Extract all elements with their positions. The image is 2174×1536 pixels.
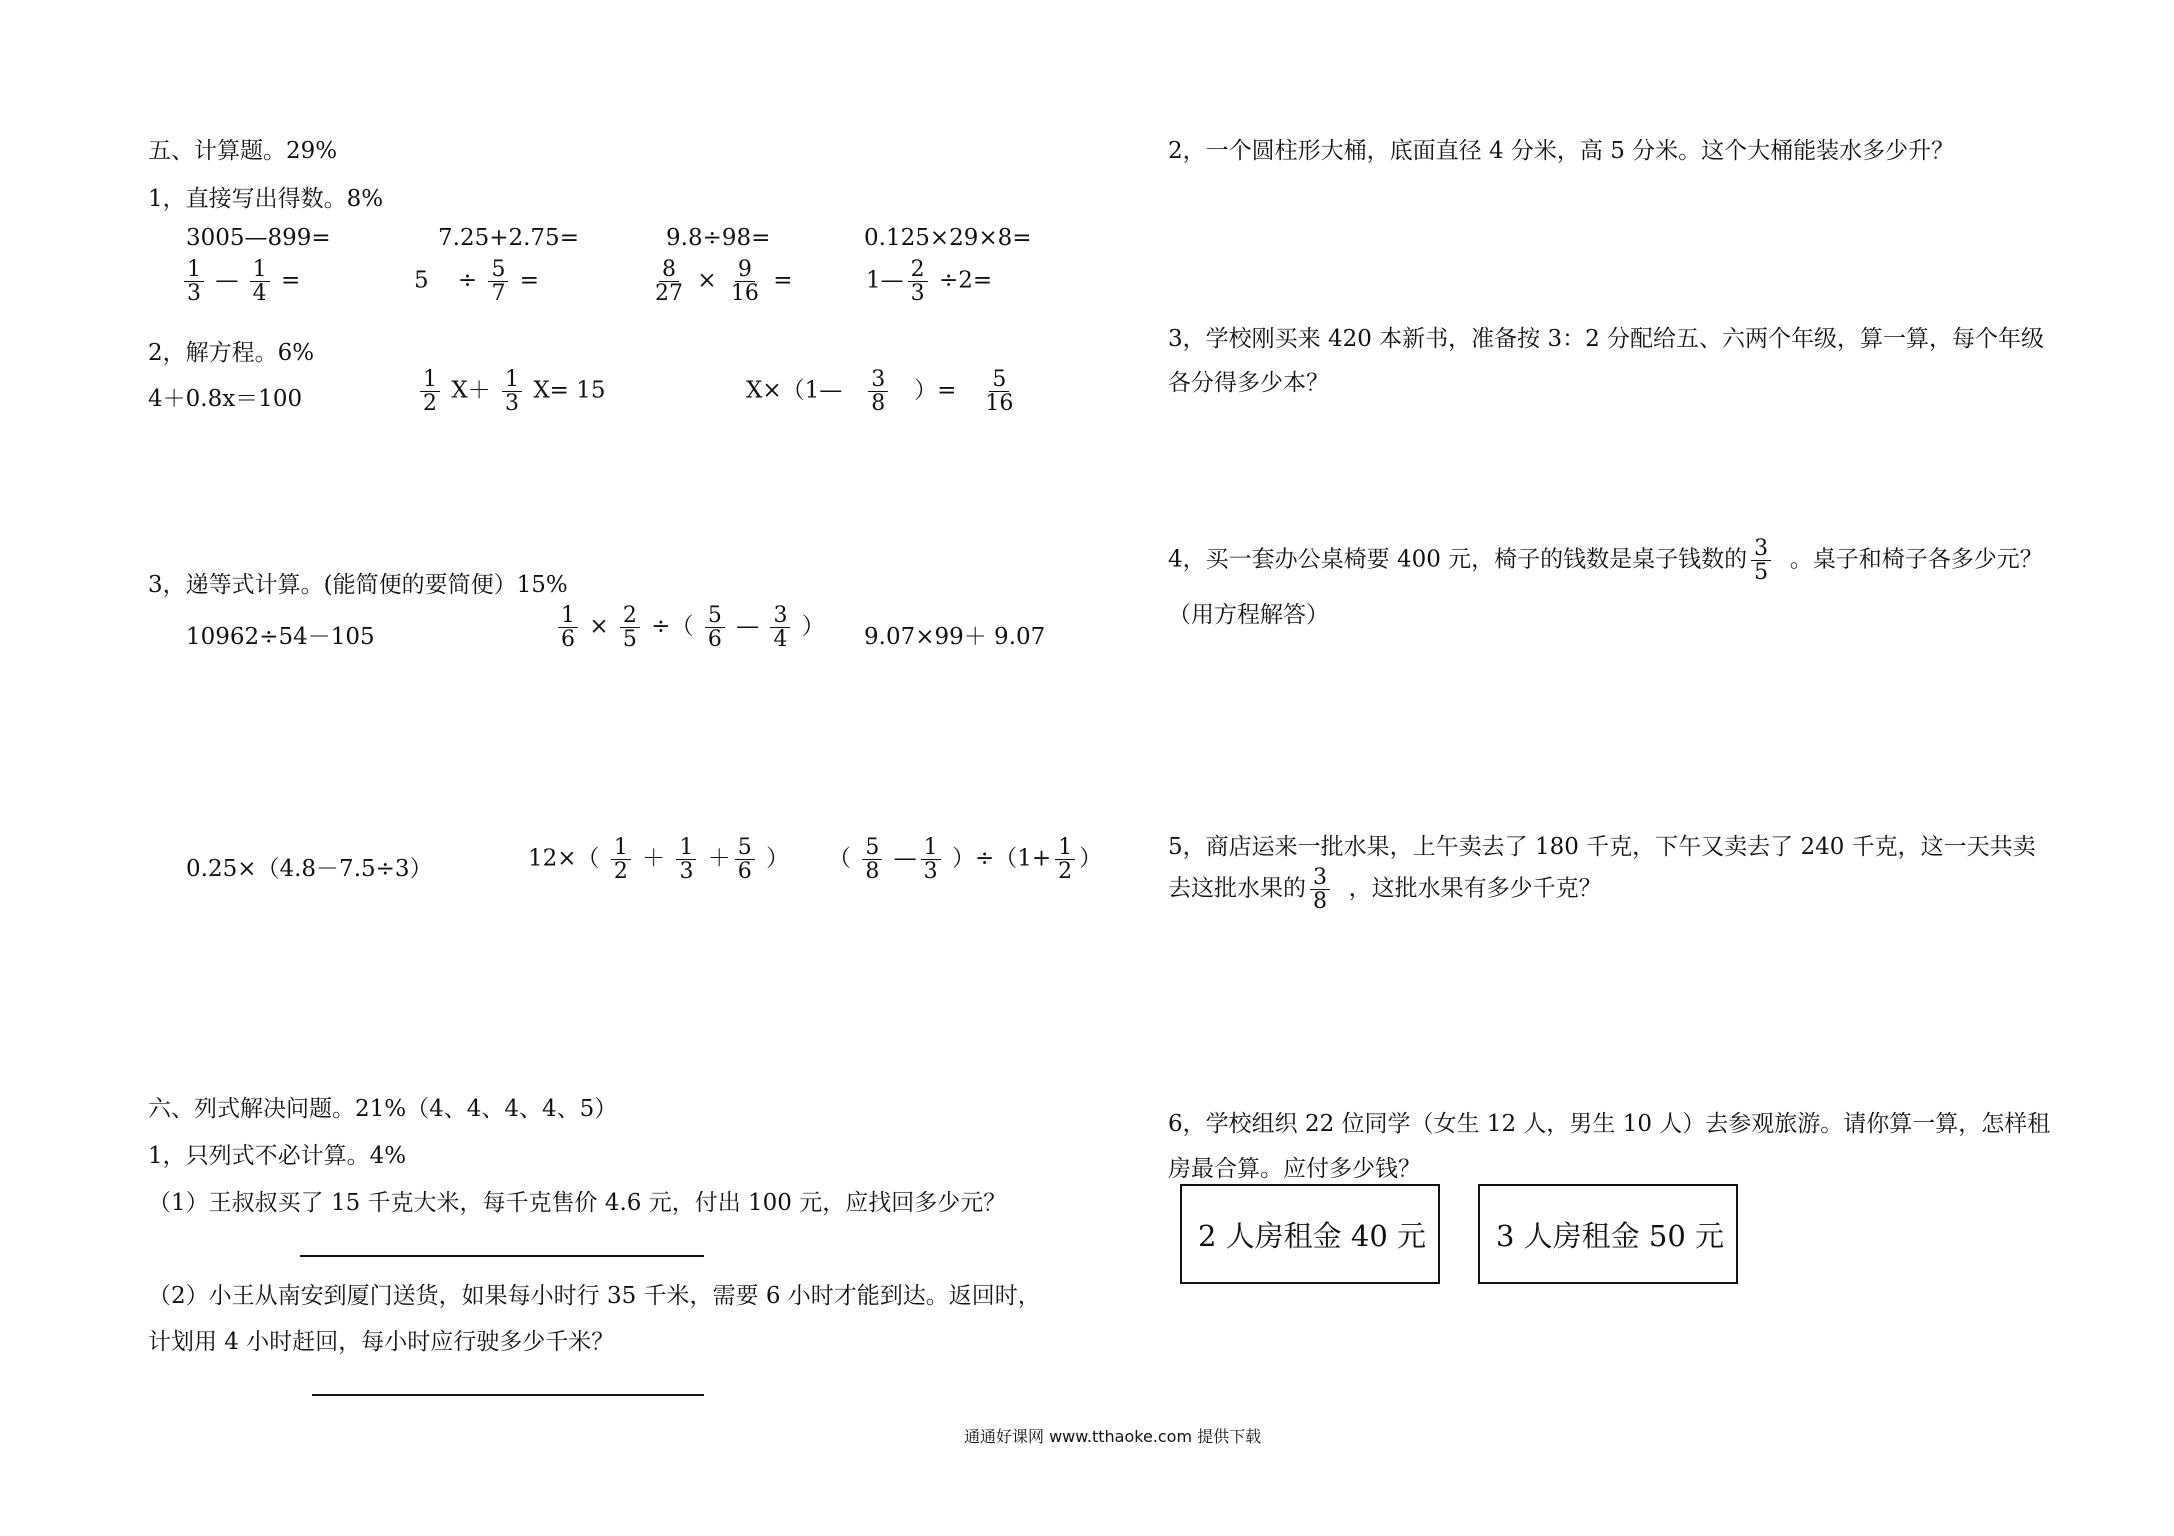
r-q2: 2，一个圆柱形大桶，底面直径 4 分米，高 5 分米。这个大桶能装水多少升？ [1168,138,1955,164]
q3-f: （ $\frac{5}{8}$ — $\frac{1}{3}$ ）÷（1+ $\frac{1}{2}$ ） [828,835,1103,885]
s6-q1-b-line2: 计划用 4 小时赶回，每小时应行驶多少千米？ [148,1329,615,1355]
q3-b: $\frac{1}{6}$ × $\frac{2}{5}$ ÷（ $\frac{5}{6}$ — $\frac{3}{4}$ ） [554,604,825,651]
section5-title: 五、计算题。29% [148,138,338,164]
footer-credit: 通通好课网 www.tthaoke.com 提供下载 [964,1427,1262,1446]
r-q5-line2: 去这批水果的 $\frac{3}{8}$ ，这批水果有多少千克？ [1168,865,1602,915]
fraction: $\frac{5}{16}$ [985,367,1014,417]
fraction: $\frac{1}{2}$ [420,368,440,415]
fraction: $\frac{9}{16}$ [730,257,759,307]
rent-3-person-box [1478,1184,1738,1284]
q1-title: 1，直接写出得数。8% [148,186,384,212]
q2-eq3: X×（1— $\frac{3}{8}$ ）= $\frac{5}{16}$ [746,368,1020,415]
fraction: $\frac{1}{4}$ [250,258,270,305]
fraction: $\frac{2}{3}$ [908,258,928,305]
fraction: $\frac{2}{5}$ [620,604,640,651]
s6-q1-b-line1: （2）小王从南安到厦门送货，如果每小时行 35 千米，需要 6 小时才能到达。返回时， [148,1283,1041,1309]
fraction: $\frac{3}{5}$ [1751,537,1771,584]
q2-eq1: 4＋0.8x＝100 [148,386,303,412]
fraction: $\frac{3}{4}$ [770,604,790,651]
s6-q1-title: 1，只列式不必计算。4% [148,1143,407,1169]
fraction: $\frac{1}{3}$ [184,258,204,305]
q1-r1-d: 0.125×29×8= [864,225,1032,251]
fraction: $\frac{5}{8}$ [862,836,882,883]
q1-r2-b: 5 ÷ $\frac{5}{7}$ = [414,257,540,307]
answer-line[interactable] [312,1394,704,1396]
fraction: $\frac{5}{6}$ [735,836,755,883]
s6-q1-a: （1）王叔叔买了 15 千克大米，每千克售价 4.6 元，付出 100 元，应找回多少元？ [148,1190,1007,1216]
q2-eq2: $\frac{1}{2}$ X＋ $\frac{1}{3}$ X= 15 [416,368,606,415]
rent-2-person-box [1180,1184,1440,1284]
q3-c: 9.07×99＋ 9.07 [864,624,1046,650]
fraction: $\frac{8}{27}$ [655,257,683,307]
fraction: $\frac{1}{2}$ [611,836,631,883]
fraction: $\frac{1}{3}$ [676,836,696,883]
fraction: $\frac{1}{3}$ [502,368,522,415]
q1-r1-b: 7.25+2.75= [438,225,579,251]
fraction: $\frac{5}{6}$ [705,604,725,651]
section6-title: 六、列式解决问题。21%（4、4、4、4、5） [148,1096,618,1122]
r-q5-line1: 5，商店运来一批水果，上午卖去了 180 千克，下午又卖去了 240 千克，这一天共卖 [1168,834,2036,860]
q1-r2-c: $\frac{8}{27}$ × $\frac{9}{16}$ = [648,258,793,305]
q1-r2-a: $\frac{1}{3}$ — $\frac{1}{4}$ = [180,258,300,305]
r-q3-line2: 各分得多少本？ [1168,370,1329,396]
r-q6-line2: 房最合算。应付多少钱？ [1168,1156,1421,1182]
r-q4-line2: （用方程解答） [1168,602,1329,628]
r-q3-line1: 3，学校刚买来 420 本新书，准备按 3：2 分配给五、六两个年级，算一算，每个年级 [1168,326,2045,352]
q1-r1-a: 3005—899= [186,225,331,251]
fraction: $\frac{1}{3}$ [921,836,941,883]
fraction: $\frac{3}{8}$ [868,368,888,415]
answer-line[interactable] [300,1255,704,1257]
r-q4-line1: 4，买一套办公桌椅要 400 元，椅子的钱数是桌子钱数的 $\frac{3}{5}$ 。桌子和椅子各多少元？ [1168,536,2043,586]
rent-2-person-label: 2 人房租金 40 元 [1198,1218,1427,1253]
q3-title: 3，递等式计算。(能简便的要简便）15% [148,572,568,598]
q3-d: 0.25×（4.8－7.5÷3） [186,856,433,882]
q1-r1-c: 9.8÷98= [666,225,771,251]
fraction: $\frac{5}{7}$ [488,258,508,305]
q1-r2-d: 1— $\frac{2}{3}$ ÷2= [866,257,993,307]
fraction: $\frac{3}{8}$ [1310,866,1330,913]
r-q6-line1: 6，学校组织 22 位同学（女生 12 人，男生 10 人）去参观旅游。请你算一算，怎样租 [1168,1111,2051,1137]
fraction: $\frac{1}{6}$ [558,604,578,651]
rent-3-person-label: 3 人房租金 50 元 [1496,1218,1725,1253]
fraction: $\frac{1}{2}$ [1055,836,1075,883]
q3-a: 10962÷54－105 [186,624,375,650]
q3-e: 12×（ $\frac{1}{2}$ ＋ $\frac{1}{3}$ ＋ $\frac{5}{6}$ ） [528,835,790,885]
q2-title: 2，解方程。6% [148,340,315,366]
